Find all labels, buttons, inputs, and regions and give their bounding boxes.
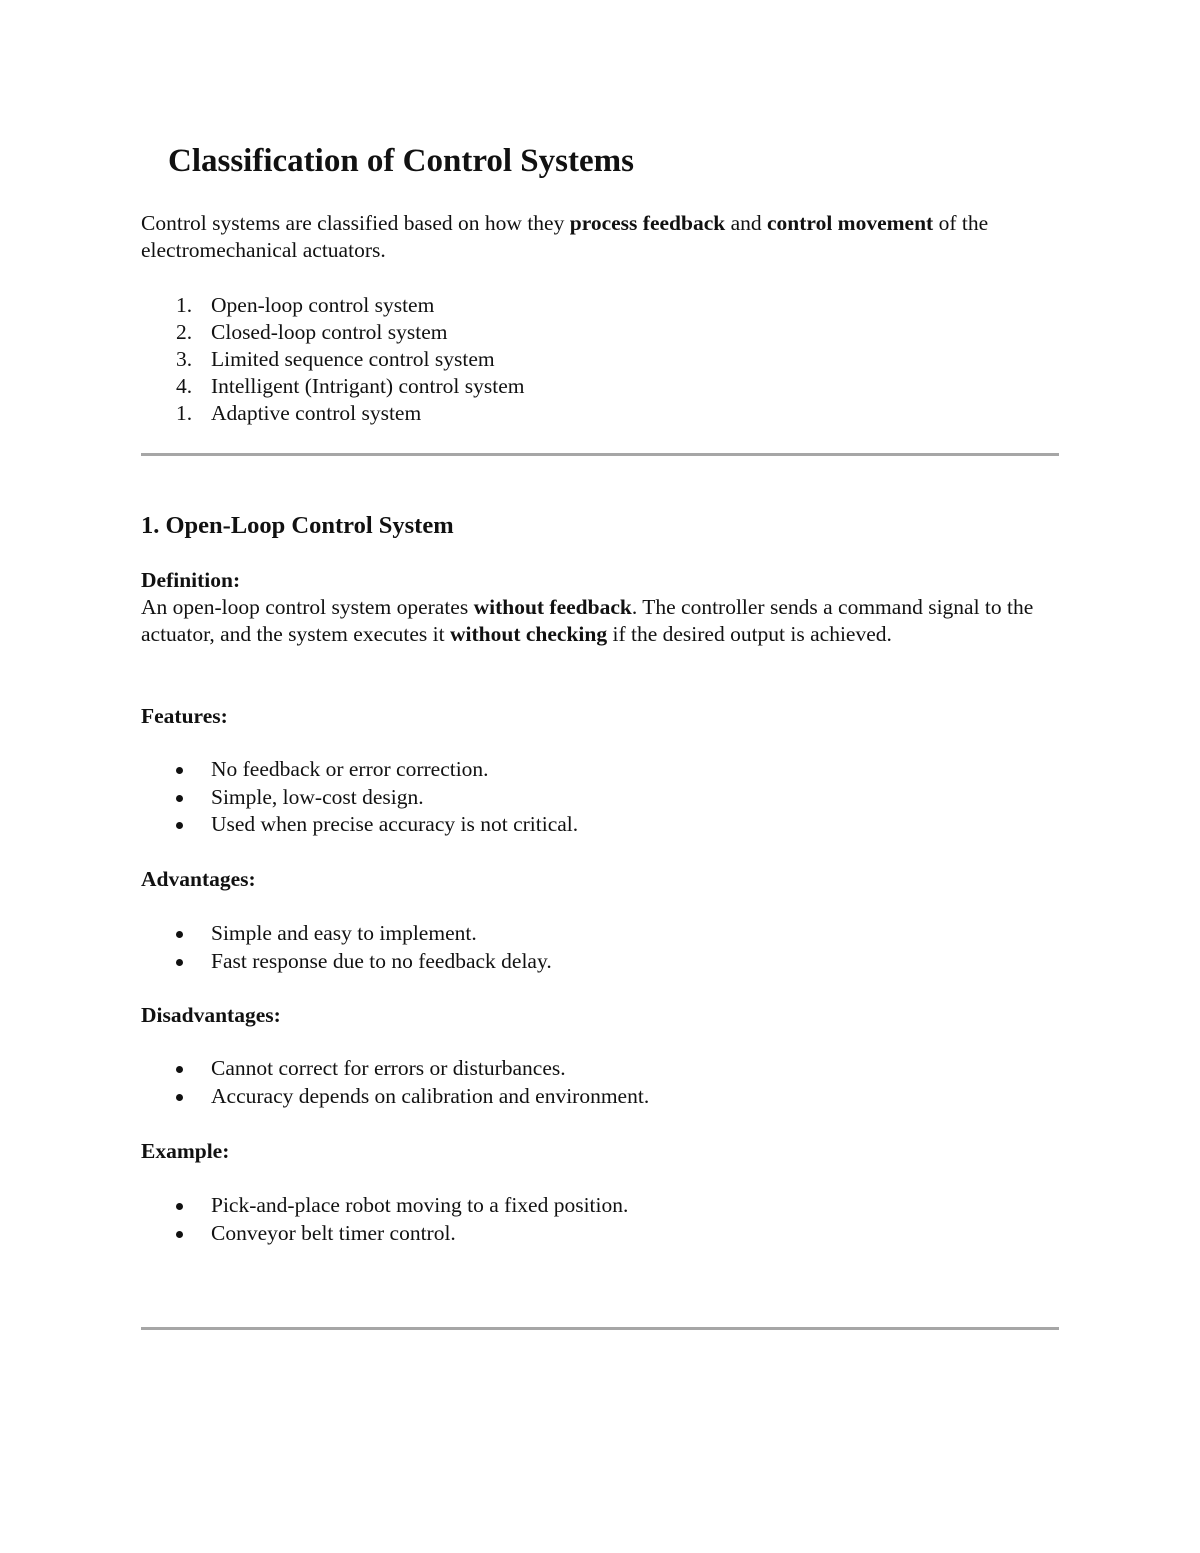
disadvantages-label: Disadvantages:	[141, 1003, 281, 1027]
intro-paragraph	[141, 210, 1061, 264]
document-title: Classification of Control Systems	[168, 143, 634, 179]
list-item	[141, 292, 524, 319]
list-item-label: Open-loop control system	[211, 293, 435, 317]
definition-label: Definition:	[141, 568, 241, 592]
list-item-text: Conveyor belt timer control.	[211, 1220, 456, 1245]
bullet-icon	[176, 795, 183, 802]
list-item	[141, 346, 524, 373]
definition-bold-text: without feedback	[473, 595, 632, 619]
list-item-label: Closed-loop control system	[211, 320, 448, 344]
advantages-label: Advantages:	[141, 867, 256, 891]
list-item-text: Used when precise accuracy is not critical.	[211, 812, 579, 836]
list-item-label: Intelligent (Intrigant) control system	[211, 374, 525, 398]
definition-text: An open-loop control system operates	[141, 595, 474, 619]
intro-text: Control systems are classified based on how they	[141, 211, 570, 235]
list-item-label: Adaptive control system	[211, 401, 422, 425]
list-item	[141, 319, 524, 346]
list-item-text: Fast response due to no feedback delay.	[211, 948, 552, 973]
definition-text: if the desired output is achieved.	[607, 622, 892, 646]
list-item-number: 2.	[176, 320, 193, 344]
section-heading: 1. Open-Loop Control System	[141, 512, 454, 539]
list-item-number: 3.	[176, 347, 193, 371]
intro-text: of the electromechanical actuators.	[141, 211, 989, 262]
list-item	[141, 1055, 649, 1083]
list-item-number: 1.	[176, 293, 193, 317]
list-item	[141, 756, 578, 784]
classification-list	[141, 292, 524, 427]
list-item-number: 4.	[176, 374, 193, 398]
disadvantages-list	[141, 1055, 649, 1110]
list-item	[141, 1220, 628, 1248]
list-item	[141, 948, 552, 976]
bullet-icon	[176, 1094, 183, 1101]
intro-text: and	[725, 211, 767, 235]
bullet-icon	[176, 1066, 183, 1073]
list-item-text: Cannot correct for errors or disturbances.	[211, 1056, 566, 1080]
list-item	[141, 400, 524, 427]
definition-text: . The controller sends a command signal to the actuator, and the system executes it	[141, 595, 1034, 646]
features-label: Features:	[141, 704, 228, 728]
list-item-text: Accuracy depends on calibration and environment.	[211, 1083, 650, 1108]
horizontal-divider	[141, 453, 1059, 456]
example-label: Example:	[141, 1139, 230, 1163]
list-item	[141, 784, 578, 812]
intro-bold-text: process feedback	[569, 211, 726, 235]
advantages-list	[141, 920, 552, 975]
list-item	[141, 373, 524, 400]
features-list	[141, 756, 578, 839]
bullet-icon	[176, 1231, 183, 1238]
list-item-text: Pick-and-place robot moving to a fixed position.	[211, 1193, 629, 1217]
definition-paragraph	[141, 594, 1041, 648]
bullet-icon	[176, 959, 183, 966]
intro-bold-text: control movement	[767, 211, 934, 235]
list-item-text: No feedback or error correction.	[211, 757, 489, 781]
list-item-label: Limited sequence control system	[211, 347, 495, 371]
bullet-icon	[176, 1203, 183, 1210]
list-item	[141, 1192, 628, 1220]
bullet-icon	[176, 822, 183, 829]
list-item-text: Simple and easy to implement.	[211, 921, 477, 945]
bullet-icon	[176, 931, 183, 938]
list-item	[141, 920, 552, 948]
list-item	[141, 1083, 649, 1111]
bullet-icon	[176, 767, 183, 774]
list-item-number: 1.	[176, 401, 193, 425]
examples-list	[141, 1192, 628, 1247]
definition-bold-text: without checking	[450, 622, 608, 646]
list-item-text: Simple, low-cost design.	[211, 784, 424, 809]
horizontal-divider	[141, 1327, 1059, 1330]
list-item	[141, 811, 578, 839]
